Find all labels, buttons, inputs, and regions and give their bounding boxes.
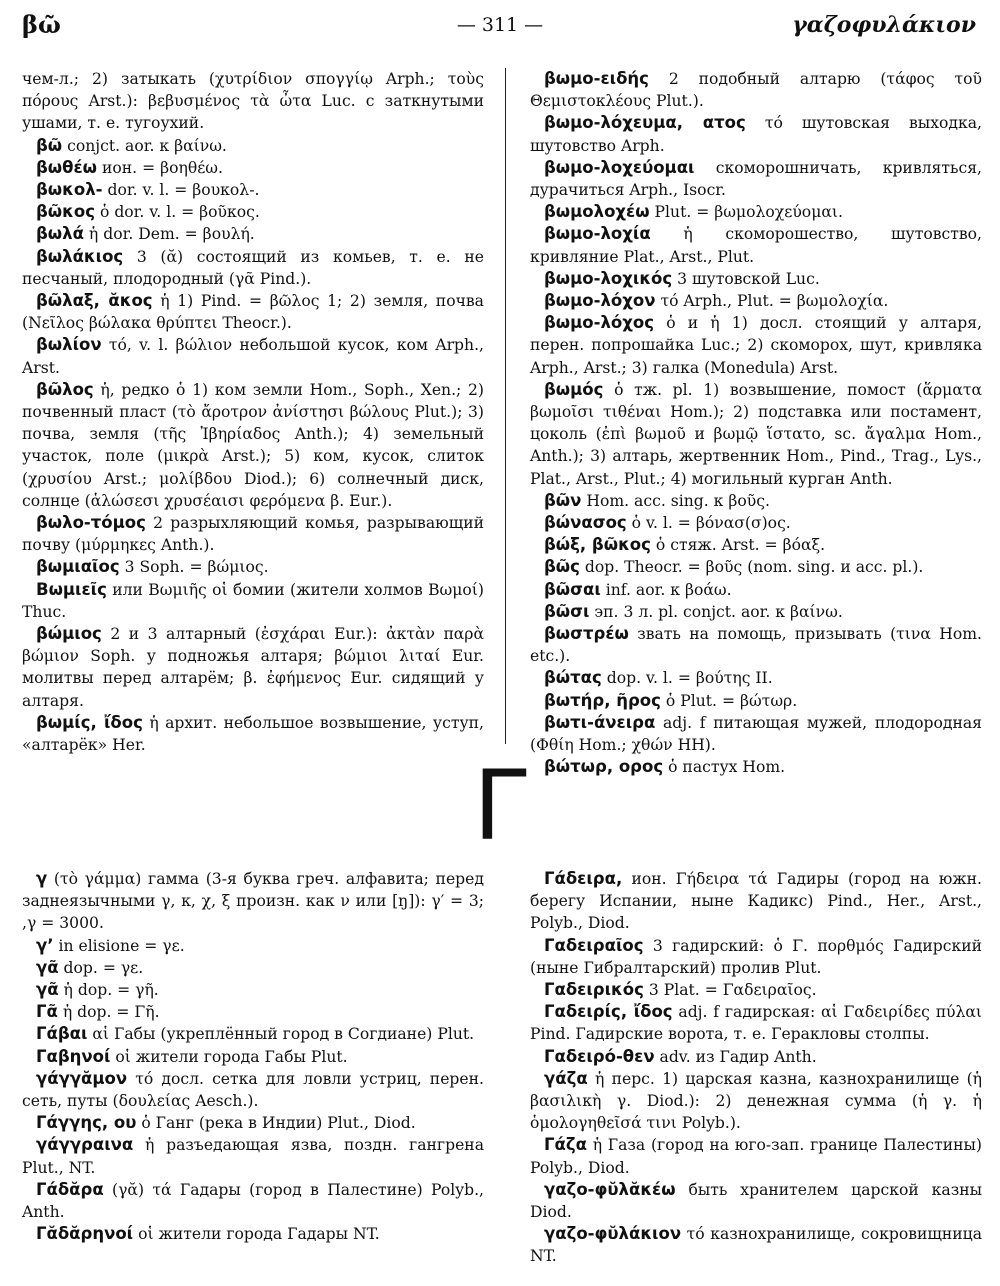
- dictionary-entry: [22, 290, 484, 334]
- entry-headword: βωμο-λόχος: [544, 313, 655, 333]
- dictionary-entry: [22, 246, 484, 290]
- entry-definition: ἡ скоморошество, шутовство, кривляние Plat., Arst., Plut.: [530, 225, 982, 266]
- entry-definition: ион. Γήδειρα τά Гадиры (город на южн. берегу Испании, ныне Кадикс) Pind., Her., Arst., Polyb., Diod.: [530, 870, 982, 933]
- entry-definition: τό Arph., Plut. = βωμολοχία.: [660, 292, 889, 311]
- entry-definition: adj. f питающая мужей, плодородная (Φθίη Hom.; χθών HH).: [530, 713, 982, 755]
- dictionary-entry: [22, 512, 484, 556]
- dictionary-entry: [22, 1046, 484, 1068]
- entry-definition: dop. Theocr. = βοῦς (nom. sing. и acc. pl.).: [584, 558, 924, 577]
- entry-definition: ἡ, редко ὁ 1) ком земли Hom., Soph., Xen.; 2) почвенный пласт (τὸ ἄροτρον ἀνίστησι βώλους Plut.); 3) почва, земля (τῆς Ἰβηρίαδος Anth.); 4) земельный участок, поле (μικρὰ Arst.); 5) ком, кусок, слиток (χρυσίου Arst.; μολίβδου Diod.); 6) солнечный диск, солнце (ἁλώσεσι χρυσέαισι φερόμενα β. Eur.).: [22, 380, 484, 510]
- entry-headword: βωμο-λοχικός: [544, 268, 673, 288]
- dictionary-entry: [530, 979, 982, 1001]
- entry-definition: 3 гадирский: ὁ Γ. πορθμός Гадирский (ныне Гибралтарский) пролив Plut.: [530, 936, 982, 977]
- entry-definition: ὁ тж. pl. 1) возвышение, помост (ἅρματα βωμοῖσι τιθέναι Hom.); 2) подставка или постамент, цоколь (ἐπὶ βωμοῦ и βωμῷ ἵστατο, sc. ἄγαλμα Hom., Anth.); 3) алтарь, жертвенник Hom., Pind., Trag., Lys., Plat., Arst., Plut.; 4) могильный курган Anth.: [530, 380, 983, 488]
- entry-definition: τό казнохранилище, сокровищница NT.: [530, 1225, 982, 1266]
- dictionary-entry: [530, 935, 982, 979]
- running-head-left: βῶ: [22, 10, 61, 39]
- entry-definition: быть хранителем царской казны Diod.: [530, 1180, 982, 1222]
- dictionary-entry: [22, 1179, 484, 1223]
- entry-headword: βωλά: [36, 224, 84, 244]
- dictionary-entry: [530, 157, 982, 201]
- entry-definition: 3 Plat. = Γαδειραῖος.: [648, 981, 817, 1000]
- entry-definition: ὁ dor. v. l. = βοῦκος.: [99, 203, 260, 222]
- dictionary-entry: [530, 623, 982, 667]
- dictionary-entry: [530, 312, 982, 379]
- entry-definition: τό, v. l. βώλιον небольшой кусок, ком Arph., Arst.: [22, 336, 484, 377]
- entry-headword: βωκολ-: [36, 180, 103, 200]
- dictionary-entry: [22, 179, 484, 201]
- entry-definition: 3 (ᾰ) состоящий из комьев, т. е. не песчаный, плодородный (γᾶ Pind.).: [22, 247, 484, 288]
- dictionary-entry: [530, 201, 982, 223]
- dictionary-entry: [22, 334, 484, 378]
- dictionary-entry: [22, 223, 484, 245]
- entry-headword: Βωμιεῖς: [36, 579, 107, 599]
- entry-definition: ион. = βοηθέω.: [101, 158, 223, 177]
- entry-definition: 3 шутовской Luc.: [677, 269, 820, 288]
- dictionary-entry: [530, 601, 982, 623]
- entry-headword: Γάζα: [544, 1135, 587, 1155]
- dictionary-entry: [22, 135, 484, 157]
- entry-headword: γάγγραινα: [36, 1135, 134, 1155]
- dictionary-entry: [22, 712, 484, 756]
- entry-definition: adv. из Гадир Anth.: [659, 1047, 817, 1066]
- entry-definition: ἡ dop. = Γῆ.: [62, 1003, 160, 1022]
- dictionary-entry: [530, 1068, 982, 1135]
- entry-definition: ἡ Газа (город на юго-зап. границе Палестины) Polyb., Diod.: [530, 1136, 983, 1177]
- entry-headword: βώμιος: [36, 624, 102, 644]
- entry-definition: эп. 3 л. pl. conjct. aor. к βαίνω.: [594, 602, 843, 621]
- entry-definition: чем-л.; 2) затыкать (χυτρίδιον σπογγίῳ Arph.; τοὺς πόρους Arst.): βεβυσμένος τὰ ὦτα Luc. с заткнутыми ушами, т. е. тугоухий.: [22, 70, 484, 133]
- dictionary-entry: [22, 579, 484, 623]
- entry-definition: скоморошничать, кривляться, дурачиться Arph., Isocr.: [530, 158, 982, 200]
- entry-definition: 2 разрыхляющий комья, разрывающий почву (μύρμηκες Anth.).: [22, 514, 484, 555]
- entry-definition: inf. aor. к βοάω.: [605, 580, 732, 599]
- entry-definition: (γᾰ) τά Гадары (город в Палестине) Polyb., Anth.: [22, 1180, 484, 1222]
- entry-headword: Γάδᾰρα: [36, 1179, 104, 1199]
- entry-headword: βῶ: [36, 135, 63, 155]
- entry-definition: οἱ жители города Габы Plut.: [115, 1047, 348, 1066]
- entry-definition: ἡ 1) Pind. = βῶλος 1; 2) земля, почва (Νεῖλος βώλακα θρύπτει Theocr.).: [22, 292, 484, 333]
- entry-headword: Γᾶ: [36, 1002, 58, 1022]
- entry-headword: βῶλαξ, ᾰκος: [36, 291, 153, 311]
- entry-headword: βώτας: [544, 668, 602, 688]
- dictionary-entry: [22, 1001, 484, 1023]
- page-header: [0, 0, 1000, 56]
- entry-headword: βωμίς, ἴδος: [36, 712, 143, 732]
- entry-headword: βώνασος: [544, 513, 627, 533]
- entry-headword: βωμολοχέω: [544, 202, 650, 222]
- entry-headword: βωτι-άνειρα: [544, 712, 656, 732]
- dictionary-entry: [22, 1068, 484, 1112]
- entry-headword: Γάδειρα,: [544, 869, 623, 888]
- dictionary-entry: [530, 512, 982, 534]
- entry-definition: dor. v. l. = βουκολ-.: [107, 181, 260, 200]
- entry-headword: βῶλος: [36, 379, 94, 399]
- running-head-right: γαζοφυλάκιον: [792, 12, 976, 38]
- entry-definition: οἱ жители города Гадары NT.: [138, 1225, 380, 1244]
- dictionary-entry: [530, 712, 982, 756]
- dictionary-entry: [530, 68, 982, 112]
- dictionary-entry: [22, 979, 484, 1001]
- entry-headword: Γάγγης, ου: [36, 1113, 137, 1133]
- entry-definition: ὁ и ἡ 1) досл. стоящий у алтаря, перен. попрошайка Luc.; 2) скоморох, шут, кривляка Arph., Arst.; 3) галка (Monedula) Arst.: [530, 314, 982, 377]
- dictionary-entry: [530, 690, 982, 712]
- left-column-top: [22, 68, 484, 756]
- entry-definition: ἡ dor. Dem. = βουλή.: [88, 225, 255, 244]
- entry-definition: τό досл. сетка для ловли устриц, перен. сеть, путы (δουλείας Aesch.).: [22, 1069, 484, 1111]
- dictionary-entry: [22, 868, 484, 935]
- entry-headword: Γᾰδᾰρηνοί: [36, 1224, 134, 1244]
- entry-headword: βωμο-λόχον: [544, 291, 656, 311]
- dictionary-entry: [22, 1112, 484, 1134]
- entry-headword: βωμο-λοχεύομαι: [544, 157, 695, 177]
- entry-headword: βωμο-λόχευμα, ατος: [544, 113, 746, 133]
- entry-headword: βῶκος: [36, 202, 95, 222]
- entry-definition: dop. v. l. = βούτης II.: [606, 669, 773, 688]
- dictionary-entry: [22, 201, 484, 223]
- entry-headword: βώξ, βῶκος: [544, 535, 651, 555]
- entry-headword: βωλίον: [36, 335, 102, 355]
- entry-definition: τό шутовская выходка, шутовство Arph.: [530, 114, 982, 155]
- entry-headword: γᾶ: [36, 980, 59, 1000]
- dictionary-entry: [22, 957, 484, 979]
- entry-definition: ὁ Plut. = βώτωρ.: [665, 691, 798, 710]
- entry-definition: ἡ dop. = γῆ.: [63, 981, 159, 1000]
- entry-headword: βῶς: [544, 557, 580, 577]
- entry-definition: (τὸ γάμμα) гамма (3-я буква греч. алфавита; перед заднеязычными γ, κ, χ, ξ произн. как ν или [ŋ]): γ′ = 3; ,γ = 3000.: [22, 870, 484, 933]
- entry-definition: ἡ архит. небольшое возвышение, уступ, «алтарёк» Her.: [22, 713, 484, 755]
- entry-definition: ὁ пастух Hom.: [668, 758, 786, 777]
- entry-definition: 2 подобный алтарю (τάφος τοῦ Θεμιστοκλέους Plut.).: [530, 70, 982, 111]
- dictionary-entry: [22, 157, 484, 179]
- entry-definition: звать на помощь, призывать (τινα Hom. etc.).: [530, 625, 982, 666]
- entry-headword: βωμός: [544, 379, 604, 399]
- entry-headword: Γαδειρίς, ἴδος: [544, 1002, 673, 1022]
- dictionary-entry: [530, 667, 982, 689]
- entry-headword: Γαδειραῖος: [544, 935, 644, 955]
- dictionary-entry: [530, 1046, 982, 1068]
- entry-definition: in elisione = γε.: [58, 936, 185, 955]
- entry-headword: βώτωρ, ορος: [544, 757, 664, 777]
- entry-headword: Γαδειρικός: [544, 980, 644, 1000]
- entry-definition: Plut. = βωμολοχεύομαι.: [654, 203, 843, 222]
- dictionary-entry: [530, 1001, 982, 1045]
- entry-definition: ὁ v. l. = βόνασ(σ)ος.: [631, 514, 791, 533]
- entry-definition: αἱ Габы (укреплённый город в Согдиане) Plut.: [92, 1025, 475, 1044]
- entry-headword: γαζο-φῠλάκιον: [544, 1224, 682, 1244]
- entry-definition: или Βωμιῆς οἱ бомии (жители холмов Βωμοί) Thuc.: [22, 580, 484, 621]
- dictionary-entry: [530, 379, 982, 490]
- dictionary-entry: [530, 223, 982, 267]
- entry-definition: ἡ разъедающая язва, поздн. гангрена Plut., NT.: [22, 1136, 484, 1177]
- entry-definition: 2 и 3 алтарный (ἐσχάραι Eur.): ἀκτὰν παρὰ βώμιον Soph. у подножья алтаря; βώμιοι λιταί Eur. молитвы перед алтарём; β. ἐφήμενος Eur. сидящий у алтаря.: [22, 625, 484, 710]
- dictionary-entry: [530, 490, 982, 512]
- dictionary-entry: [530, 556, 982, 578]
- entry-headword: Γάβαι: [36, 1024, 88, 1044]
- entry-definition: dop. = γε.: [63, 958, 144, 977]
- section-letter: Γ: [473, 750, 527, 862]
- entry-headword: βωστρέω: [544, 624, 629, 644]
- entry-definition: 3 Soph. = βώμιος.: [124, 558, 269, 577]
- entry-headword: βῶν: [544, 490, 582, 510]
- entry-definition: ὁ Ганг (река в Индии) Plut., Diod.: [141, 1114, 416, 1133]
- entry-headword: γάγγᾰμον: [36, 1068, 128, 1088]
- entry-definition: adj. f гадирская: αἱ Γαδειρίδες πύλαι Pind. Гадирские ворота, т. е. Геракловы столпы.: [530, 1003, 982, 1044]
- entry-definition: ἡ перс. 1) царская казна, казнохранилище (ἡ βασιλικὴ γ. Diod.): 2) денежная сумма (ἡ γ. ἡ ὁμολογηθεῖσά τινι Polyb.).: [530, 1069, 982, 1133]
- page-number: — 311 —: [456, 14, 544, 36]
- dictionary-entry: [530, 579, 982, 601]
- dictionary-entry: [22, 1134, 484, 1178]
- entry-headword: βωμο-ειδής: [544, 69, 649, 88]
- dictionary-entry: [530, 290, 982, 312]
- right-column-bottom: [530, 868, 982, 1268]
- dictionary-entry: [530, 1223, 982, 1267]
- entry-definition: ὁ стяж. Arst. = βόαξ.: [655, 536, 826, 555]
- entry-headword: γᾶ: [36, 957, 59, 977]
- dictionary-entry: [22, 1023, 484, 1045]
- entry-headword: γάζα: [544, 1068, 588, 1088]
- dictionary-entry: [22, 379, 484, 512]
- entry-headword: γ: [36, 869, 48, 888]
- column-divider: [505, 68, 506, 744]
- entry-headword: βῶσι: [544, 601, 590, 621]
- dictionary-entry: [22, 556, 484, 578]
- entry-headword: βωλάκιος: [36, 246, 124, 266]
- dictionary-entry: [22, 1223, 484, 1245]
- dictionary-entry: [530, 268, 982, 290]
- left-column-bottom: [22, 868, 484, 1245]
- entry-headword: βωθέω: [36, 157, 98, 177]
- dictionary-entry: [22, 935, 484, 957]
- entry-headword: βῶσαι: [544, 579, 601, 599]
- entry-headword: βωλο-τόμος: [36, 513, 146, 533]
- entry-headword: Γαδειρό-θεν: [544, 1046, 655, 1066]
- dictionary-entry: [530, 1179, 982, 1223]
- entry-headword: γαζο-φῠλᾰκέω: [544, 1179, 676, 1199]
- entry-definition: conjct. aor. к βαίνω.: [67, 136, 227, 155]
- entry-headword: Γαβηνοί: [36, 1046, 111, 1066]
- dictionary-entry: [530, 868, 982, 935]
- dictionary-entry: [22, 68, 484, 135]
- dictionary-entry: [22, 623, 484, 712]
- right-column-top: [530, 68, 982, 779]
- dictionary-entry: [530, 534, 982, 556]
- entry-headword: βωμο-λοχία: [544, 224, 651, 244]
- dictionary-entry: [530, 112, 982, 156]
- dictionary-entry: [530, 1134, 982, 1178]
- entry-definition: Hom. acc. sing. к βοῦς.: [586, 491, 770, 510]
- entry-headword: γ’: [36, 935, 54, 955]
- entry-headword: βωμιαῖος: [36, 557, 120, 577]
- entry-headword: βωτήρ, ῆρος: [544, 690, 661, 710]
